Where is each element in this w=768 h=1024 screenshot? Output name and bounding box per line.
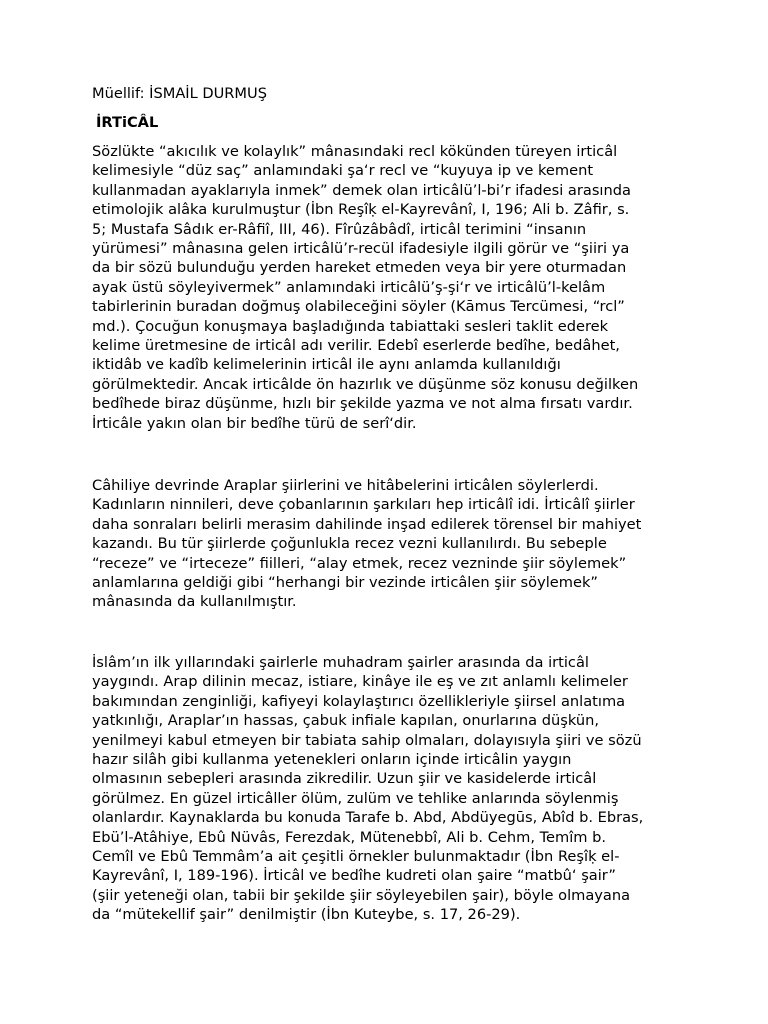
text-line: iktidâb ve kadîb kelimelerinin irticâl ile aynı anlamda kullanıldığı	[92, 356, 561, 374]
paragraph-2	[92, 476, 692, 612]
text-line: yatkınlığı, Araplar’ın hassas, çabuk infiale kapılan, onurlarına düşkün,	[92, 712, 599, 730]
text-line: anlamlarına geldiği gibi “herhangi bir vezinde irticâlen şiir söylemek”	[92, 574, 598, 592]
text-line: yenilmeyi kabul etmeyen bir tabiata sahip olmaları, dolayısıyla şiiri ve sözü	[92, 731, 642, 749]
text-line: Câhiliye devrinde Araplar şiirlerini ve hitâbelerini irticâlen söylerlerdi.	[92, 477, 599, 494]
paragraph-3	[92, 653, 692, 925]
text-line: “receze” ve “irteceze” fiilleri, “alay etmek, recez vezninde şiir söylemek”	[92, 554, 627, 572]
text-line: kelime üretmesine de irticâl adı verilir. Edebî eserlerde bedîhe, bedâhet,	[92, 337, 620, 355]
paragraph-1	[92, 142, 692, 433]
text-line: Kadınların ninnileri, deve çobanlarının şarkıları hep irticâlî idi. İrticâlî şiirler	[92, 496, 635, 514]
text-line: yaygındı. Arap dilinin mecaz, istiare, kinâye ile eş ve zıt anlamlı kelimeler	[92, 673, 628, 691]
article-title: İRTiCÂL	[96, 114, 159, 131]
text-line: Sözlükte “akıcılık ve kolaylık” mânasındaki recl kökünden türeyen irticâl	[92, 143, 618, 160]
text-line: Ebü’l-Atâhiye, Ebû Nüvâs, Ferezdak, Mütenebbî, Ali b. Cehm, Temîm b.	[92, 828, 607, 846]
text-line: Cemîl ve Ebû Temmâm’a ait çeşitli örnekler bulunmaktadır (İbn Reşîḳ el-	[92, 848, 620, 866]
text-line: kullanmadan ayaklarıyla inmek” demek olan irticâlü’l-bi’r ifadesi arasında	[92, 181, 631, 199]
text-line: md.). Çocuğun konuşmaya başladığında tabiattaki sesleri taklit ederek	[92, 317, 609, 335]
text-line: bedîhede biraz düşünme, hızlı bir şekilde yazma ve not alma fırsatı vardır.	[92, 395, 633, 413]
text-line: Kayrevânî, I, 189-196). İrticâl ve bedîhe kudreti olan şaire “matbû‘ şair”	[92, 867, 616, 885]
text-line: da “mütekellif şair” denilmiştir (İbn Kuteybe, s. 17, 26-29).	[92, 906, 521, 924]
text-line: daha sonraları belirli merasim dahilinde inşad edilerek törensel bir mahiyet	[92, 515, 642, 533]
text-line: (şiir yeteneği olan, tabii bir şekilde şiir söyleyebilen şair), böyle olmayana	[92, 886, 631, 904]
text-line: kelimesiyle “düz saç” anlamındaki şa‘r recl ve “kuyuya ip ve kement	[92, 162, 594, 180]
text-line: görülmez. En güzel irticâller ölüm, zulüm ve tehlike anlarında söylenmiş	[92, 789, 619, 807]
text-line: mânasında da kullanılmıştır.	[92, 593, 297, 611]
text-line: İrticâle yakın olan bir bedîhe türü de serî‘dir.	[92, 414, 417, 432]
text-line: olmasının sebepleri arasında zikredilir. Uzun şiir ve kasidelerde irticâl	[92, 770, 597, 788]
text-line: yürümesi” mânasına gelen irticâlü’r-recül ifadesiyle ilgili görür ve “şiiri ya	[92, 240, 630, 258]
text-line: etimolojik alâka kurulmuştur (İbn Reşîḳ el-Kayrevânî, I, 196; Ali b. Zâfir, s.	[92, 201, 630, 219]
text-line: 5; Mustafa Sâdık er-Râfiî, III, 46). Fîrûzâbâdî, irticâl terimini “insanın	[92, 220, 587, 238]
text-line: da bir sözü bulunduğu yerden hareket etmeden veya bir yere oturmadan	[92, 259, 627, 277]
text-line: İslâm’ın ilk yıllarındaki şairlerle muhadram şairler arasında da irticâl	[92, 654, 589, 671]
text-line: görülmektedir. Ancak irticâlde ön hazırlık ve düşünme söz konusu değilken	[92, 375, 639, 393]
text-line: kazandı. Bu tür şiirlerde çoğunlukla recez vezni kullanılırdı. Bu sebeple	[92, 535, 607, 553]
text-line: tabirlerinin buradan doğmuş olabileceğini söyler (Kāmus Tercümesi, “rcl”	[92, 298, 625, 316]
author-line: Müellif: İSMAİL DURMUŞ	[92, 85, 267, 102]
text-line: hazır silâh gibi kullanma yetenekleri onların içinde irticâlin yaygın	[92, 751, 572, 769]
text-line: ayak üstü söyleyivermek” anlamındaki irticâlü’ş-şi‘r ve irticâlü’l-kelâm	[92, 278, 606, 296]
text-line: bakımından zenginliği, kafiyeyi kolaylaştırıcı özellikleriyle şiirsel anlatıma	[92, 692, 626, 710]
text-line: olanlardır. Kaynaklarda bu konuda Tarafe b. Abd, Abdüyegūs, Abîd b. Ebras,	[92, 809, 644, 827]
